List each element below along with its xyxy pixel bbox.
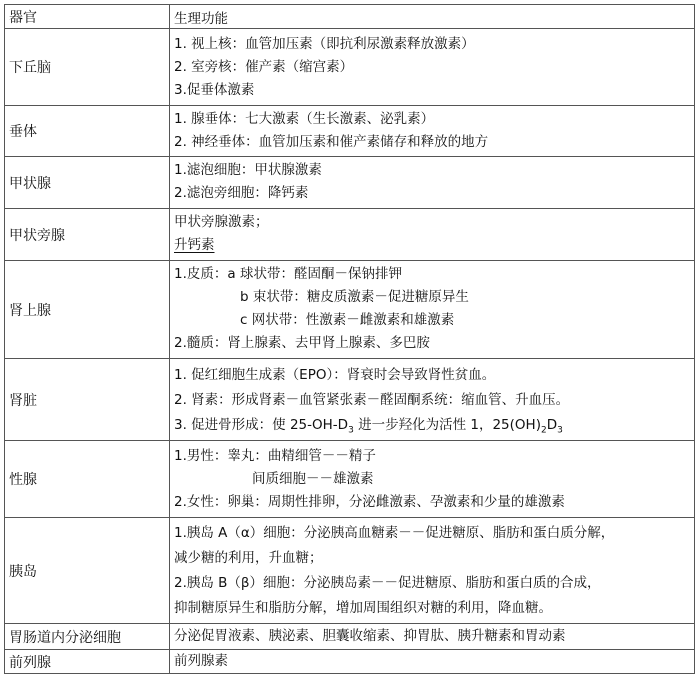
table-row xyxy=(5,209,695,261)
table-header-row xyxy=(5,5,695,29)
function-cell xyxy=(170,441,695,518)
organ-cell: 甲状腺 xyxy=(5,157,170,209)
function-line: b 束状带：糖皮质激素－促进糖原异生 xyxy=(240,289,469,305)
function-cell xyxy=(170,106,695,157)
function-line: 1.男性：睾丸：曲精细管－－精子 xyxy=(174,448,376,464)
function-line: 2.胰岛 B（β）细胞：分泌胰岛素－－促进糖原、脂肪和蛋白质的合成， xyxy=(174,575,601,591)
function-line: 2.女性：卵巢：周期性排卵，分泌雌激素、孕激素和少量的雄激素 xyxy=(174,494,565,510)
organ-cell: 肾脏 xyxy=(5,359,170,441)
header-organ: 器官 xyxy=(5,5,170,29)
table-row xyxy=(5,106,695,157)
organ-cell: 性腺 xyxy=(5,441,170,518)
function-line: 1.皮质：a 球状带：醛固酮－保钠排钾 xyxy=(174,266,402,282)
function-line: 减少糖的利用，升血糖； xyxy=(174,550,323,566)
subscript: 2 xyxy=(540,425,547,436)
organ-cell: 胰岛 xyxy=(5,518,170,624)
table-row xyxy=(5,441,695,518)
table-row xyxy=(5,650,695,674)
function-cell xyxy=(170,624,695,650)
function-line: 前列腺素 xyxy=(174,653,228,669)
function-line: 1.胰岛 A（α）细胞：分泌胰高血糖素－－促进糖原、脂肪和蛋白质分解， xyxy=(174,525,615,541)
function-line: 甲状旁腺激素； xyxy=(174,214,269,230)
table-row xyxy=(5,624,695,650)
organ-cell: 肾上腺 xyxy=(5,261,170,359)
function-cell xyxy=(170,261,695,359)
function-line: 间质细胞－－雄激素 xyxy=(252,471,374,487)
function-line: 升钙素 xyxy=(174,237,215,253)
function-line: 2.滤泡旁细胞：降钙素 xyxy=(174,185,309,201)
function-line: 2. 神经垂体：血管加压素和催产素储存和释放的地方 xyxy=(174,134,489,150)
function-line: 2. 室旁核：催产素（缩宫素） xyxy=(174,59,354,75)
endocrine-table xyxy=(4,4,695,674)
function-line xyxy=(174,413,690,438)
function-line: 1.滤泡细胞：甲状腺激素 xyxy=(174,162,322,178)
subscript: 3 xyxy=(348,425,354,436)
function-line: 1. 促红细胞生成素（EPO）：肾衰时会导致肾性贫血。 xyxy=(174,367,496,383)
function-cell xyxy=(170,29,695,106)
function-line: 2. 肾素：形成肾素－血管紧张素－醛固酮系统：缩血管、升血压。 xyxy=(174,392,570,408)
function-line: 3.促垂体激素 xyxy=(174,82,255,98)
organ-cell: 甲状旁腺 xyxy=(5,209,170,261)
organ-cell: 下丘脑 xyxy=(5,29,170,106)
function-cell xyxy=(170,209,695,261)
function-line: 2.髓质：肾上腺素、去甲肾上腺素、多巴胺 xyxy=(174,335,430,351)
subscript: 3 xyxy=(557,425,563,436)
function-cell xyxy=(170,650,695,674)
table-row xyxy=(5,157,695,209)
function-line: 抑制糖原异生和脂肪分解，增加周围组织对糖的利用，降血糖。 xyxy=(174,600,552,616)
function-cell xyxy=(170,157,695,209)
function-line: c 网状带：性激素－雌激素和雄激素 xyxy=(240,312,455,328)
function-cell xyxy=(170,518,695,624)
table-row xyxy=(5,261,695,359)
organ-cell: 垂体 xyxy=(5,106,170,157)
function-cell xyxy=(170,359,695,441)
organ-cell: 胃肠道内分泌细胞 xyxy=(5,624,170,650)
table-row xyxy=(5,359,695,441)
table-row xyxy=(5,29,695,106)
function-line: 分泌促胃液素、胰泌素、胆囊收缩素、抑胃肽、胰升糖素和胃动素 xyxy=(174,628,566,644)
function-line: 1. 视上核：血管加压素（即抗利尿激素释放激素） xyxy=(174,36,475,52)
function-text: D xyxy=(546,417,558,433)
header-function: 生理功能 xyxy=(170,5,695,29)
function-text: 3. 促进骨形成：使 25-OH-D xyxy=(174,417,349,433)
table-row xyxy=(5,518,695,624)
organ-cell: 前列腺 xyxy=(5,650,170,674)
function-line: 1. 腺垂体：七大激素（生长激素、泌乳素） xyxy=(174,111,435,127)
function-text: 进一步羟化为活性 1，25(OH) xyxy=(353,417,541,433)
